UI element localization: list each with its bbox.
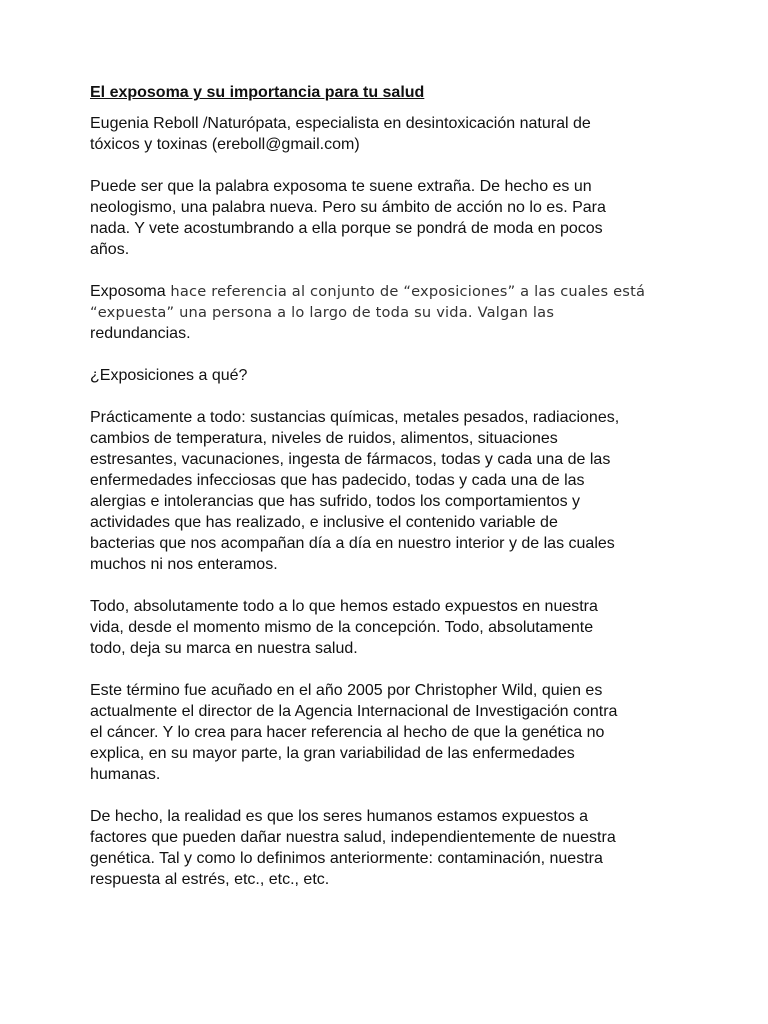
everything-paragraph [90,596,690,659]
text-line: Este término fue acuñado en el año 2005 por Christopher Wild, quien es [90,682,603,699]
question-paragraph: ¿Exposiciones a qué? [90,367,248,384]
text-line: neologismo, una palabra nueva. Pero su ámbito de acción no lo es. Para [90,199,606,216]
text-line: cambios de temperatura, niveles de ruidos, alimentos, situaciones [90,430,558,447]
document-page [90,82,690,911]
origin-paragraph [90,680,690,785]
text-line: Puede ser que la palabra exposoma te suene extraña. De hecho es un [90,178,592,195]
text-line: humanas. [90,766,161,783]
text-line: De hecho, la realidad es que los seres humanos estamos expuestos a [90,808,589,825]
text-line: vida, desde el momento mismo de la concepción. Todo, absolutamente [90,619,594,636]
text-line: genética. Tal y como lo definimos anteriormente: contaminación, nuestra [90,850,603,867]
text-line: nada. Y vete acostumbrando a ella porque se pondrá de moda en pocos [90,220,603,237]
text-line: factores que pueden dañar nuestra salud, independientemente de nuestra [90,829,616,846]
text-line: hace referencia al conjunto de “exposiciones” a las cuales está [165,283,646,300]
text-line: todo, deja su marca en nuestra salud. [90,640,358,657]
text-line: muchos ni nos enteramos. [90,556,278,573]
text-line: actividades que has realizado, e inclusive el contenido variable de [90,514,558,531]
author-line: Eugenia Reboll /Naturópata, especialista en desintoxicación natural de [90,115,591,132]
text-line: bacterias que nos acompañan día a día en nuestro interior y de las cuales [90,535,615,552]
text-line: redundancias. [90,325,191,342]
text-line: alergias e intolerancias que has sufrido, todos los comportamientos y [90,493,581,510]
author-paragraph [90,113,690,155]
definition-paragraph [90,281,690,344]
text-line: Prácticamente a todo: sustancias químicas, metales pesados, radiaciones, [90,409,620,426]
text-line: respuesta al estrés, etc., etc., etc. [90,871,330,888]
text-line: años. [90,241,130,258]
text-line: “expuesta” una persona a lo largo de toda su vida. Valgan las [90,304,555,321]
definition-term: Exposoma [90,283,166,300]
author-line: tóxicos y toxinas (ereboll@gmail.com) [90,136,360,153]
reality-paragraph [90,806,690,890]
document-title: El exposoma y su importancia para tu salud [90,84,425,101]
text-line: actualmente el director de la Agencia Internacional de Investigación contra [90,703,618,720]
exposures-paragraph [90,407,690,575]
text-line: Todo, absolutamente todo a lo que hemos estado expuestos en nuestra [90,598,598,615]
text-line: estresantes, vacunaciones, ingesta de fármacos, todas y cada una de las [90,451,611,468]
intro-paragraph [90,176,690,260]
text-line: enfermedades infecciosas que has padecido, todas y cada una de las [90,472,585,489]
text-line: explica, en su mayor parte, la gran variabilidad de las enfermedades [90,745,575,762]
text-line: el cáncer. Y lo crea para hacer referencia al hecho de que la genética no [90,724,605,741]
